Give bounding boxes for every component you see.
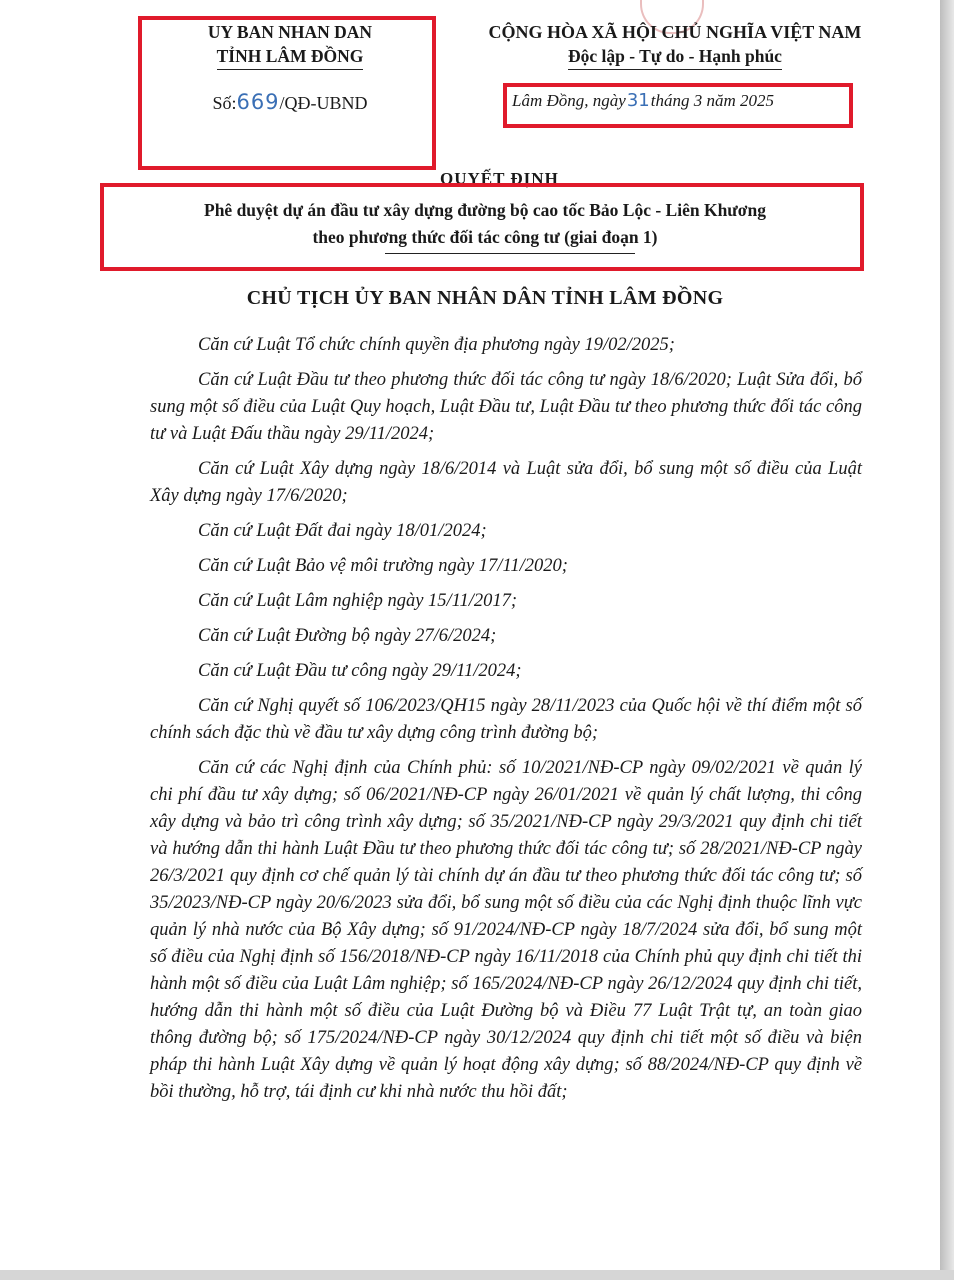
subject-line-2: theo phương thức đối tác công tư (giai đoạn 1) [312, 227, 658, 247]
national-motto: Độc lập - Tự do - Hạnh phúc [568, 44, 782, 70]
highlight-box-agency [138, 16, 436, 170]
highlight-box-subject [100, 183, 864, 271]
number-handwritten: 669 [236, 90, 280, 114]
page-bottom-edge [0, 1270, 954, 1280]
subject-line-1: Phê duyệt dự án đầu tư xây dựng đường bộ cao tốc Bảo Lộc - Liên Khương [204, 200, 766, 220]
agency-line-1: UY BAN NHAN DAN [207, 22, 373, 42]
date-place: Lâm Đồng, ngày [512, 91, 626, 110]
highlight-box-date [503, 83, 853, 128]
legal-bases [150, 332, 862, 1114]
number-prefix: Số: [212, 93, 237, 113]
page-shadow-edge [940, 0, 954, 1280]
legal-basis-paragraph: Căn cứ Luật Đầu tư theo phương thức đối tác công tư ngày 18/6/2020; Luật Sửa đổi, bổ sung một số điều của Luật Quy hoạch, Luật Đầu tư, Luật Đầu tư theo phương thức đối tác công tư và Luật Đấu thầu ngày 29/11/2024; [150, 370, 862, 444]
national-heading [440, 20, 910, 70]
legal-basis-paragraph: Căn cứ Luật Đường bộ ngày 27/6/2024; [198, 626, 497, 646]
issuer-heading: CHỦ TỊCH ỦY BAN NHÂN DÂN TỈNH LÂM ĐỒNG [246, 287, 724, 309]
legal-basis-paragraph: Căn cứ Luật Đất đai ngày 18/01/2024; [198, 521, 487, 541]
country-name: CỘNG HÒA XÃ HỘI CHỦ NGHĨA VIỆT NAM [488, 22, 862, 42]
decision-title: QUYẾT ĐỊNH [440, 169, 559, 188]
date-rest: tháng 3 năm 2025 [650, 91, 774, 110]
legal-basis-paragraph: Căn cứ các Nghị định của Chính phủ: số 10/2021/NĐ-CP ngày 09/02/2021 về quản lý chi phí đầu tư xây dựng; số 06/2021/NĐ-CP ngày 26/01/2021 về quản lý chất lượng, thi công xây dựng và bảo trì công trình xây dựng; số 35/2021/NĐ-CP ngày 29/3/2021 quy định chi tiết và hướng dẫn thi hành Luật Đầu tư theo phương thức đối tác công tư; số 28/2021/NĐ-CP ngày 26/3/2021 quy định cơ chế quản lý tài chính dự án đầu tư theo phương thức đối tác công tư; số 35/2023/NĐ-CP ngày 20/6/2023 sửa đổi, bổ sung một số điều của các Nghị định thuộc lĩnh vực quản lý nhà nước của Bộ Xây dựng; số 91/2024/NĐ-CP ngày 18/7/2024 sửa đổi, bổ sung một số điều của Nghị định số 156/2018/NĐ-CP ngày 16/11/2018 của Chính phủ quy định chi tiết thi hành một số điều của Luật Lâm nghiệp; số 165/2024/NĐ-CP ngày 26/12/2024 quy định chi tiết, hướng dẫn thi hành một số điều của Luật Đường bộ và Điều 77 Luật Trật tự, an toàn giao thông đường bộ; số 175/2024/NĐ-CP ngày 30/12/2024 quy định chi tiết một số điều và biện pháp thi hành Luật Xây dựng về quản lý hoạt động xây dựng; số 88/2024/NĐ-CP quy định về bồi thường, hỗ trợ, tái định cư khi nhà nước thu hồi đất; [150, 758, 862, 1102]
legal-basis-paragraph: Căn cứ Luật Đầu tư công ngày 29/11/2024; [198, 661, 522, 681]
number-suffix: /QĐ-UBND [279, 93, 368, 113]
legal-basis-paragraph: Căn cứ Nghị quyết số 106/2023/QH15 ngày 28/11/2023 của Quốc hội về thí điểm một số chính sách đặc thù về đầu tư xây dựng công trình đường bộ; [150, 696, 862, 743]
legal-basis-paragraph: Căn cứ Luật Lâm nghiệp ngày 15/11/2017; [198, 591, 518, 611]
legal-basis-paragraph: Căn cứ Luật Tổ chức chính quyền địa phương ngày 19/02/2025; [198, 335, 675, 355]
agency-line-2: TỈNH LÂM ĐỒNG [217, 44, 364, 70]
legal-basis-paragraph: Căn cứ Luật Xây dựng ngày 18/6/2014 và Luật sửa đổi, bổ sung một số điều của Luật Xây dựng ngày 17/6/2020; [150, 459, 862, 506]
legal-basis-paragraph: Căn cứ Luật Bảo vệ môi trường ngày 17/11/2020; [198, 556, 568, 576]
date-day-handwritten: 31 [626, 90, 650, 111]
